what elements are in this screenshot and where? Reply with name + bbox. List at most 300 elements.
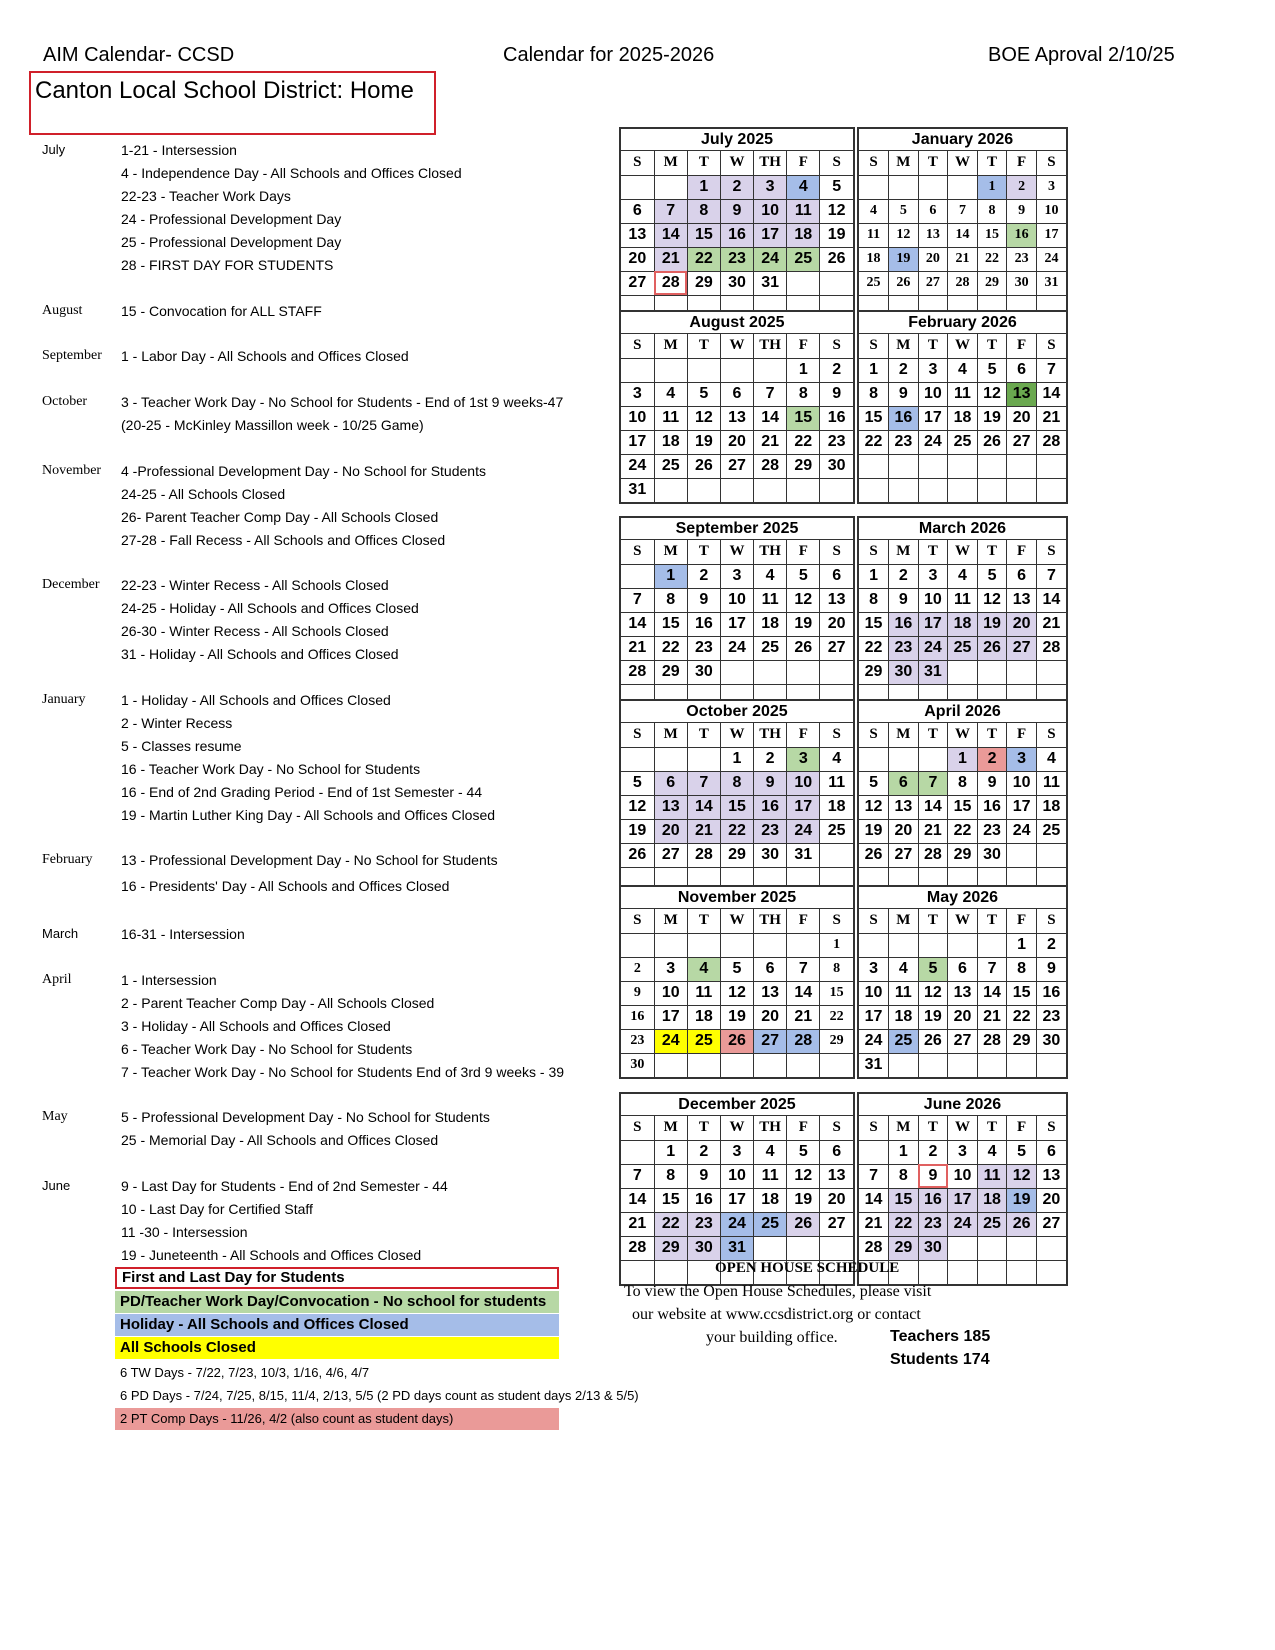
event-text: (20-25 - McKinley Massillon week - 10/25 Game) xyxy=(121,417,424,433)
day-cell: 3 xyxy=(948,1140,978,1164)
day-cell: 15 xyxy=(859,612,889,636)
day-cell: 14 xyxy=(621,612,654,636)
day-cell: 10 xyxy=(720,588,753,612)
day-cell: 19 xyxy=(977,406,1007,430)
day-cell: 3 xyxy=(1007,747,1037,771)
weekday-header: TH xyxy=(754,723,787,747)
event-month: August xyxy=(42,303,83,318)
month-title: April 2026 xyxy=(859,701,1066,723)
day-cell: 20 xyxy=(720,430,753,454)
weekday-header: M xyxy=(889,151,919,175)
day-cell: 28 xyxy=(621,660,654,684)
day-cell: 5 xyxy=(918,957,948,981)
day-cell: 13 xyxy=(948,981,978,1005)
day-cell: 10 xyxy=(859,981,889,1005)
event-row xyxy=(42,1061,662,1083)
day-cell xyxy=(977,933,1007,957)
day-cell: 4 xyxy=(948,564,978,588)
event-text: 22-23 - Winter Recess - All Schools Closed xyxy=(121,577,389,593)
event-month: January xyxy=(42,692,86,707)
event-text: 10 - Last Day for Certified Staff xyxy=(121,1201,313,1217)
event-month: May xyxy=(42,1109,68,1124)
day-cell: 28 xyxy=(948,271,978,295)
event-row xyxy=(42,1221,662,1243)
weekday-header: M xyxy=(654,334,687,358)
day-cell: 28 xyxy=(754,454,787,478)
event-text: 2 - Winter Recess xyxy=(121,715,233,731)
day-cell: 24 xyxy=(918,636,948,660)
weekday-header: M xyxy=(889,1116,919,1140)
weekday-header: TH xyxy=(754,1116,787,1140)
month-title: November 2025 xyxy=(621,887,853,909)
event-text: 1 - Labor Day - All Schools and Offices Closed xyxy=(121,348,409,364)
day-cell: 16 xyxy=(687,1188,720,1212)
day-cell xyxy=(720,933,753,957)
day-cell xyxy=(621,1140,654,1164)
event-row xyxy=(42,300,662,322)
day-cell: 24 xyxy=(859,1029,889,1053)
weekday-header: F xyxy=(1007,151,1037,175)
day-cell: 17 xyxy=(621,430,654,454)
weekday-header: W xyxy=(948,334,978,358)
day-cell: 6 xyxy=(1036,1140,1066,1164)
district-home-link-text[interactable]: Canton Local School District: Home xyxy=(35,77,414,104)
weekday-header: S xyxy=(859,1116,889,1140)
weekday-header: M xyxy=(889,909,919,933)
event-row xyxy=(42,1175,662,1197)
day-cell: 29 xyxy=(687,271,720,295)
day-cell: 30 xyxy=(687,660,720,684)
day-cell: 22 xyxy=(820,1005,853,1029)
day-cell: 11 xyxy=(654,406,687,430)
event-row xyxy=(42,620,662,642)
day-cell xyxy=(621,564,654,588)
event-month: November xyxy=(42,463,102,478)
day-cell: 15 xyxy=(859,406,889,430)
weekday-header: F xyxy=(787,909,820,933)
weekday-header: W xyxy=(948,540,978,564)
day-cell: 26 xyxy=(977,636,1007,660)
day-cell: 17 xyxy=(654,1005,687,1029)
day-cell: 14 xyxy=(977,981,1007,1005)
day-cell: 12 xyxy=(621,795,654,819)
day-cell: 27 xyxy=(1036,1212,1066,1236)
day-cell xyxy=(948,660,978,684)
event-text: 19 - Juneteenth - All Schools and Offices Closed xyxy=(121,1247,422,1263)
day-cell: 18 xyxy=(820,795,853,819)
weekday-header: M xyxy=(654,1116,687,1140)
event-text: 16 - Presidents' Day - All Schools and Offices Closed xyxy=(121,878,450,894)
event-text: 1 - Holiday - All Schools and Offices Closed xyxy=(121,692,391,708)
day-cell: 6 xyxy=(754,957,787,981)
weekday-header: S xyxy=(1036,723,1066,747)
month-title: October 2025 xyxy=(621,701,853,723)
header-left: AIM Calendar- CCSD xyxy=(43,44,235,66)
event-row xyxy=(42,597,662,619)
day-cell: 9 xyxy=(889,382,919,406)
weekday-header: T xyxy=(977,334,1007,358)
day-cell: 7 xyxy=(687,771,720,795)
day-cell: 13 xyxy=(754,981,787,1005)
weekday-header: S xyxy=(820,909,853,933)
day-cell: 5 xyxy=(787,1140,820,1164)
day-cell xyxy=(820,478,853,502)
day-cell xyxy=(1007,843,1037,867)
day-cell: 22 xyxy=(889,1212,919,1236)
month-calendar xyxy=(619,699,855,893)
day-cell: 27 xyxy=(1007,430,1037,454)
day-cell xyxy=(1007,478,1037,502)
weekday-header: M xyxy=(654,909,687,933)
event-row xyxy=(42,1244,662,1266)
day-cell: 8 xyxy=(1007,957,1037,981)
event-text: 5 - Professional Development Day - No School for Students xyxy=(121,1109,490,1125)
day-cell xyxy=(654,358,687,382)
students-count: Students 174 xyxy=(890,1351,990,1368)
day-cell: 25 xyxy=(787,247,820,271)
day-cell: 2 xyxy=(889,358,919,382)
day-cell: 13 xyxy=(889,795,919,819)
day-cell: 12 xyxy=(687,406,720,430)
day-cell: 15 xyxy=(820,981,853,1005)
day-cell: 27 xyxy=(621,271,654,295)
day-cell: 23 xyxy=(754,819,787,843)
event-row xyxy=(42,758,662,780)
day-cell: 5 xyxy=(977,358,1007,382)
day-cell: 29 xyxy=(820,1029,853,1053)
day-cell: 18 xyxy=(754,1188,787,1212)
day-cell: 1 xyxy=(889,1140,919,1164)
weekday-header: T xyxy=(687,909,720,933)
day-cell: 21 xyxy=(948,247,978,271)
day-cell: 12 xyxy=(918,981,948,1005)
day-cell xyxy=(977,1260,1007,1284)
day-cell xyxy=(621,358,654,382)
day-cell: 7 xyxy=(977,957,1007,981)
day-cell: 23 xyxy=(1007,247,1037,271)
day-cell: 18 xyxy=(787,223,820,247)
day-cell: 17 xyxy=(754,223,787,247)
day-cell xyxy=(977,660,1007,684)
day-cell xyxy=(754,358,787,382)
day-cell: 18 xyxy=(948,406,978,430)
day-cell: 29 xyxy=(1007,1029,1037,1053)
day-cell xyxy=(918,933,948,957)
day-cell: 18 xyxy=(859,247,889,271)
day-cell: 18 xyxy=(687,1005,720,1029)
day-cell: 18 xyxy=(654,430,687,454)
day-cell: 18 xyxy=(889,1005,919,1029)
day-cell: 21 xyxy=(859,1212,889,1236)
event-text: 7 - Teacher Work Day - No School for Students End of 3rd 9 weeks - 39 xyxy=(121,1064,565,1080)
day-cell: 5 xyxy=(720,957,753,981)
day-cell xyxy=(687,478,720,502)
day-cell: 31 xyxy=(1036,271,1066,295)
day-cell: 10 xyxy=(787,771,820,795)
weekday-header: T xyxy=(687,334,720,358)
day-cell: 3 xyxy=(654,957,687,981)
day-cell: 28 xyxy=(918,843,948,867)
day-cell: 3 xyxy=(859,957,889,981)
day-cell: 26 xyxy=(889,271,919,295)
day-cell: 16 xyxy=(889,612,919,636)
weekday-header: T xyxy=(977,723,1007,747)
day-cell: 9 xyxy=(621,981,654,1005)
day-cell: 9 xyxy=(1007,199,1037,223)
month-calendar xyxy=(619,885,855,1079)
event-text: 13 - Professional Development Day - No School for Students xyxy=(121,852,498,868)
day-cell: 27 xyxy=(948,1029,978,1053)
day-cell: 2 xyxy=(918,1140,948,1164)
day-cell: 19 xyxy=(621,819,654,843)
day-cell xyxy=(1007,1260,1037,1284)
district-home-link[interactable] xyxy=(29,71,436,135)
day-cell: 30 xyxy=(918,1236,948,1260)
weekday-header: F xyxy=(787,723,820,747)
day-cell: 16 xyxy=(720,223,753,247)
day-cell xyxy=(948,1260,978,1284)
day-cell: 25 xyxy=(754,636,787,660)
month-title: March 2026 xyxy=(859,518,1066,540)
day-cell: 13 xyxy=(918,223,948,247)
day-cell: 29 xyxy=(787,454,820,478)
day-cell: 8 xyxy=(654,588,687,612)
day-cell: 26 xyxy=(918,1029,948,1053)
day-cell: 19 xyxy=(977,612,1007,636)
event-row xyxy=(42,139,662,161)
day-cell: 1 xyxy=(977,175,1007,199)
day-cell: 17 xyxy=(787,795,820,819)
weekday-header: T xyxy=(918,151,948,175)
day-cell: 30 xyxy=(889,660,919,684)
day-cell: 27 xyxy=(1007,636,1037,660)
day-cell: 12 xyxy=(977,588,1007,612)
day-cell: 22 xyxy=(859,430,889,454)
day-cell: 26 xyxy=(787,1212,820,1236)
day-cell xyxy=(948,933,978,957)
month-calendar xyxy=(857,310,1068,504)
event-row xyxy=(42,1106,662,1128)
day-cell: 24 xyxy=(1007,819,1037,843)
day-cell: 25 xyxy=(654,454,687,478)
day-cell xyxy=(918,1260,948,1284)
weekday-header: T xyxy=(977,151,1007,175)
day-cell: 10 xyxy=(654,981,687,1005)
day-cell xyxy=(1036,454,1066,478)
day-cell: 3 xyxy=(720,564,753,588)
day-cell: 29 xyxy=(948,843,978,867)
day-cell: 3 xyxy=(1036,175,1066,199)
day-cell xyxy=(918,1053,948,1077)
day-cell: 28 xyxy=(1036,636,1066,660)
day-cell: 7 xyxy=(621,588,654,612)
day-cell xyxy=(654,1053,687,1077)
day-cell: 8 xyxy=(859,588,889,612)
day-cell: 17 xyxy=(948,1188,978,1212)
day-cell: 15 xyxy=(948,795,978,819)
day-cell: 5 xyxy=(621,771,654,795)
day-cell: 23 xyxy=(687,636,720,660)
event-text: 25 - Memorial Day - All Schools and Offices Closed xyxy=(121,1132,439,1148)
day-cell: 18 xyxy=(754,612,787,636)
day-cell: 15 xyxy=(1007,981,1037,1005)
day-cell: 16 xyxy=(977,795,1007,819)
day-cell: 1 xyxy=(859,564,889,588)
event-row xyxy=(42,1198,662,1220)
event-text: 3 - Teacher Work Day - No School for Students - End of 1st 9 weeks-47 xyxy=(121,394,564,410)
day-cell: 9 xyxy=(918,1164,948,1188)
event-row xyxy=(42,483,662,505)
day-cell: 22 xyxy=(654,636,687,660)
day-cell: 19 xyxy=(787,612,820,636)
day-cell: 3 xyxy=(720,1140,753,1164)
day-cell: 9 xyxy=(720,199,753,223)
legend-item: Holiday - All Schools and Offices Closed xyxy=(115,1314,559,1336)
legend-item: 2 PT Comp Days - 11/26, 4/2 (also count as student days) xyxy=(115,1408,559,1430)
open-house-line-2: our website at www.ccsdistrict.org or contact xyxy=(632,1306,921,1323)
day-cell: 6 xyxy=(918,199,948,223)
weekday-header: S xyxy=(859,334,889,358)
event-row xyxy=(42,781,662,803)
day-cell: 19 xyxy=(889,247,919,271)
day-cell: 25 xyxy=(948,430,978,454)
day-cell: 27 xyxy=(918,271,948,295)
day-cell: 1 xyxy=(720,747,753,771)
weekday-header: TH xyxy=(754,334,787,358)
day-cell: 17 xyxy=(720,1188,753,1212)
day-cell: 26 xyxy=(621,843,654,867)
day-cell: 31 xyxy=(754,271,787,295)
month-title: December 2025 xyxy=(621,1094,853,1116)
weekday-header: F xyxy=(1007,1116,1037,1140)
weekday-header: T xyxy=(977,540,1007,564)
day-cell xyxy=(1007,660,1037,684)
weekday-header: TH xyxy=(754,540,787,564)
day-cell: 31 xyxy=(787,843,820,867)
weekday-header: S xyxy=(820,723,853,747)
day-cell: 2 xyxy=(977,747,1007,771)
day-cell: 8 xyxy=(720,771,753,795)
weekday-header: S xyxy=(1036,1116,1066,1140)
day-cell xyxy=(1036,1260,1066,1284)
month-calendar xyxy=(857,885,1068,1079)
event-text: 15 - Convocation for ALL STAFF xyxy=(121,303,322,319)
day-cell xyxy=(1036,1053,1066,1077)
event-row xyxy=(42,231,662,253)
day-cell xyxy=(889,933,919,957)
day-cell xyxy=(787,933,820,957)
day-cell: 20 xyxy=(820,1188,853,1212)
teachers-count: Teachers 185 xyxy=(890,1328,991,1345)
weekday-header: S xyxy=(820,151,853,175)
open-house-title: OPEN HOUSE SCHEDULE xyxy=(715,1260,900,1276)
event-month: July xyxy=(42,142,66,157)
weekday-header: F xyxy=(787,334,820,358)
month-calendar xyxy=(619,310,855,504)
legend-item: All Schools Closed xyxy=(115,1337,559,1359)
event-row xyxy=(42,1038,662,1060)
day-cell: 22 xyxy=(720,819,753,843)
event-text: 24-25 - Holiday - All Schools and Offices Closed xyxy=(121,600,419,616)
event-row xyxy=(42,712,662,734)
day-cell xyxy=(754,478,787,502)
day-cell: 6 xyxy=(621,199,654,223)
event-month: October xyxy=(42,394,88,409)
day-cell: 5 xyxy=(787,564,820,588)
day-cell: 6 xyxy=(820,1140,853,1164)
event-text: 1-21 - Intersession xyxy=(121,142,237,158)
day-cell: 19 xyxy=(820,223,853,247)
day-cell: 19 xyxy=(687,430,720,454)
day-cell: 22 xyxy=(977,247,1007,271)
day-cell: 23 xyxy=(621,1029,654,1053)
day-cell xyxy=(820,1236,853,1260)
day-cell: 3 xyxy=(918,564,948,588)
day-cell: 9 xyxy=(754,771,787,795)
day-cell: 2 xyxy=(720,175,753,199)
weekday-header: M xyxy=(889,540,919,564)
day-cell: 9 xyxy=(687,1164,720,1188)
day-cell: 10 xyxy=(948,1164,978,1188)
event-text: 25 - Professional Development Day xyxy=(121,234,342,250)
day-cell: 14 xyxy=(948,223,978,247)
day-cell: 15 xyxy=(720,795,753,819)
day-cell: 5 xyxy=(889,199,919,223)
day-cell: 4 xyxy=(977,1140,1007,1164)
weekday-header: S xyxy=(1036,334,1066,358)
day-cell: 30 xyxy=(621,1053,654,1077)
legend-item: PD/Teacher Work Day/Convocation - No school for students xyxy=(115,1291,559,1313)
day-cell xyxy=(977,1236,1007,1260)
event-text: 16-31 - Intersession xyxy=(121,926,245,942)
day-cell: 17 xyxy=(1036,223,1066,247)
day-cell: 9 xyxy=(687,588,720,612)
day-cell: 25 xyxy=(977,1212,1007,1236)
weekday-header: W xyxy=(720,334,753,358)
day-cell: 3 xyxy=(787,747,820,771)
day-cell: 10 xyxy=(720,1164,753,1188)
day-cell: 27 xyxy=(754,1029,787,1053)
day-cell xyxy=(720,660,753,684)
day-cell: 17 xyxy=(918,406,948,430)
day-cell: 19 xyxy=(787,1188,820,1212)
day-cell: 25 xyxy=(687,1029,720,1053)
day-cell: 28 xyxy=(787,1029,820,1053)
day-cell xyxy=(754,933,787,957)
event-row xyxy=(42,414,662,436)
event-text: 4 - Independence Day - All Schools and Offices Closed xyxy=(121,165,462,181)
event-row xyxy=(42,849,662,871)
day-cell: 13 xyxy=(720,406,753,430)
day-cell: 21 xyxy=(754,430,787,454)
legend-item: 6 PD Days - 7/24, 7/25, 8/15, 11/4, 2/13, 5/5 (2 PD days count as student days 2/13 & 5/5) xyxy=(120,1388,639,1403)
event-row xyxy=(42,1015,662,1037)
day-cell: 21 xyxy=(977,1005,1007,1029)
day-cell: 6 xyxy=(1007,358,1037,382)
day-cell xyxy=(918,175,948,199)
day-cell: 2 xyxy=(687,1140,720,1164)
weekday-header: T xyxy=(918,1116,948,1140)
day-cell: 30 xyxy=(820,454,853,478)
weekday-header: M xyxy=(654,540,687,564)
day-cell: 4 xyxy=(948,358,978,382)
event-text: 16 - Teacher Work Day - No School for Students xyxy=(121,761,421,777)
weekday-header: S xyxy=(621,151,654,175)
event-row xyxy=(42,391,662,413)
day-cell xyxy=(948,1236,978,1260)
month-title: August 2025 xyxy=(621,312,853,334)
day-cell xyxy=(820,1053,853,1077)
